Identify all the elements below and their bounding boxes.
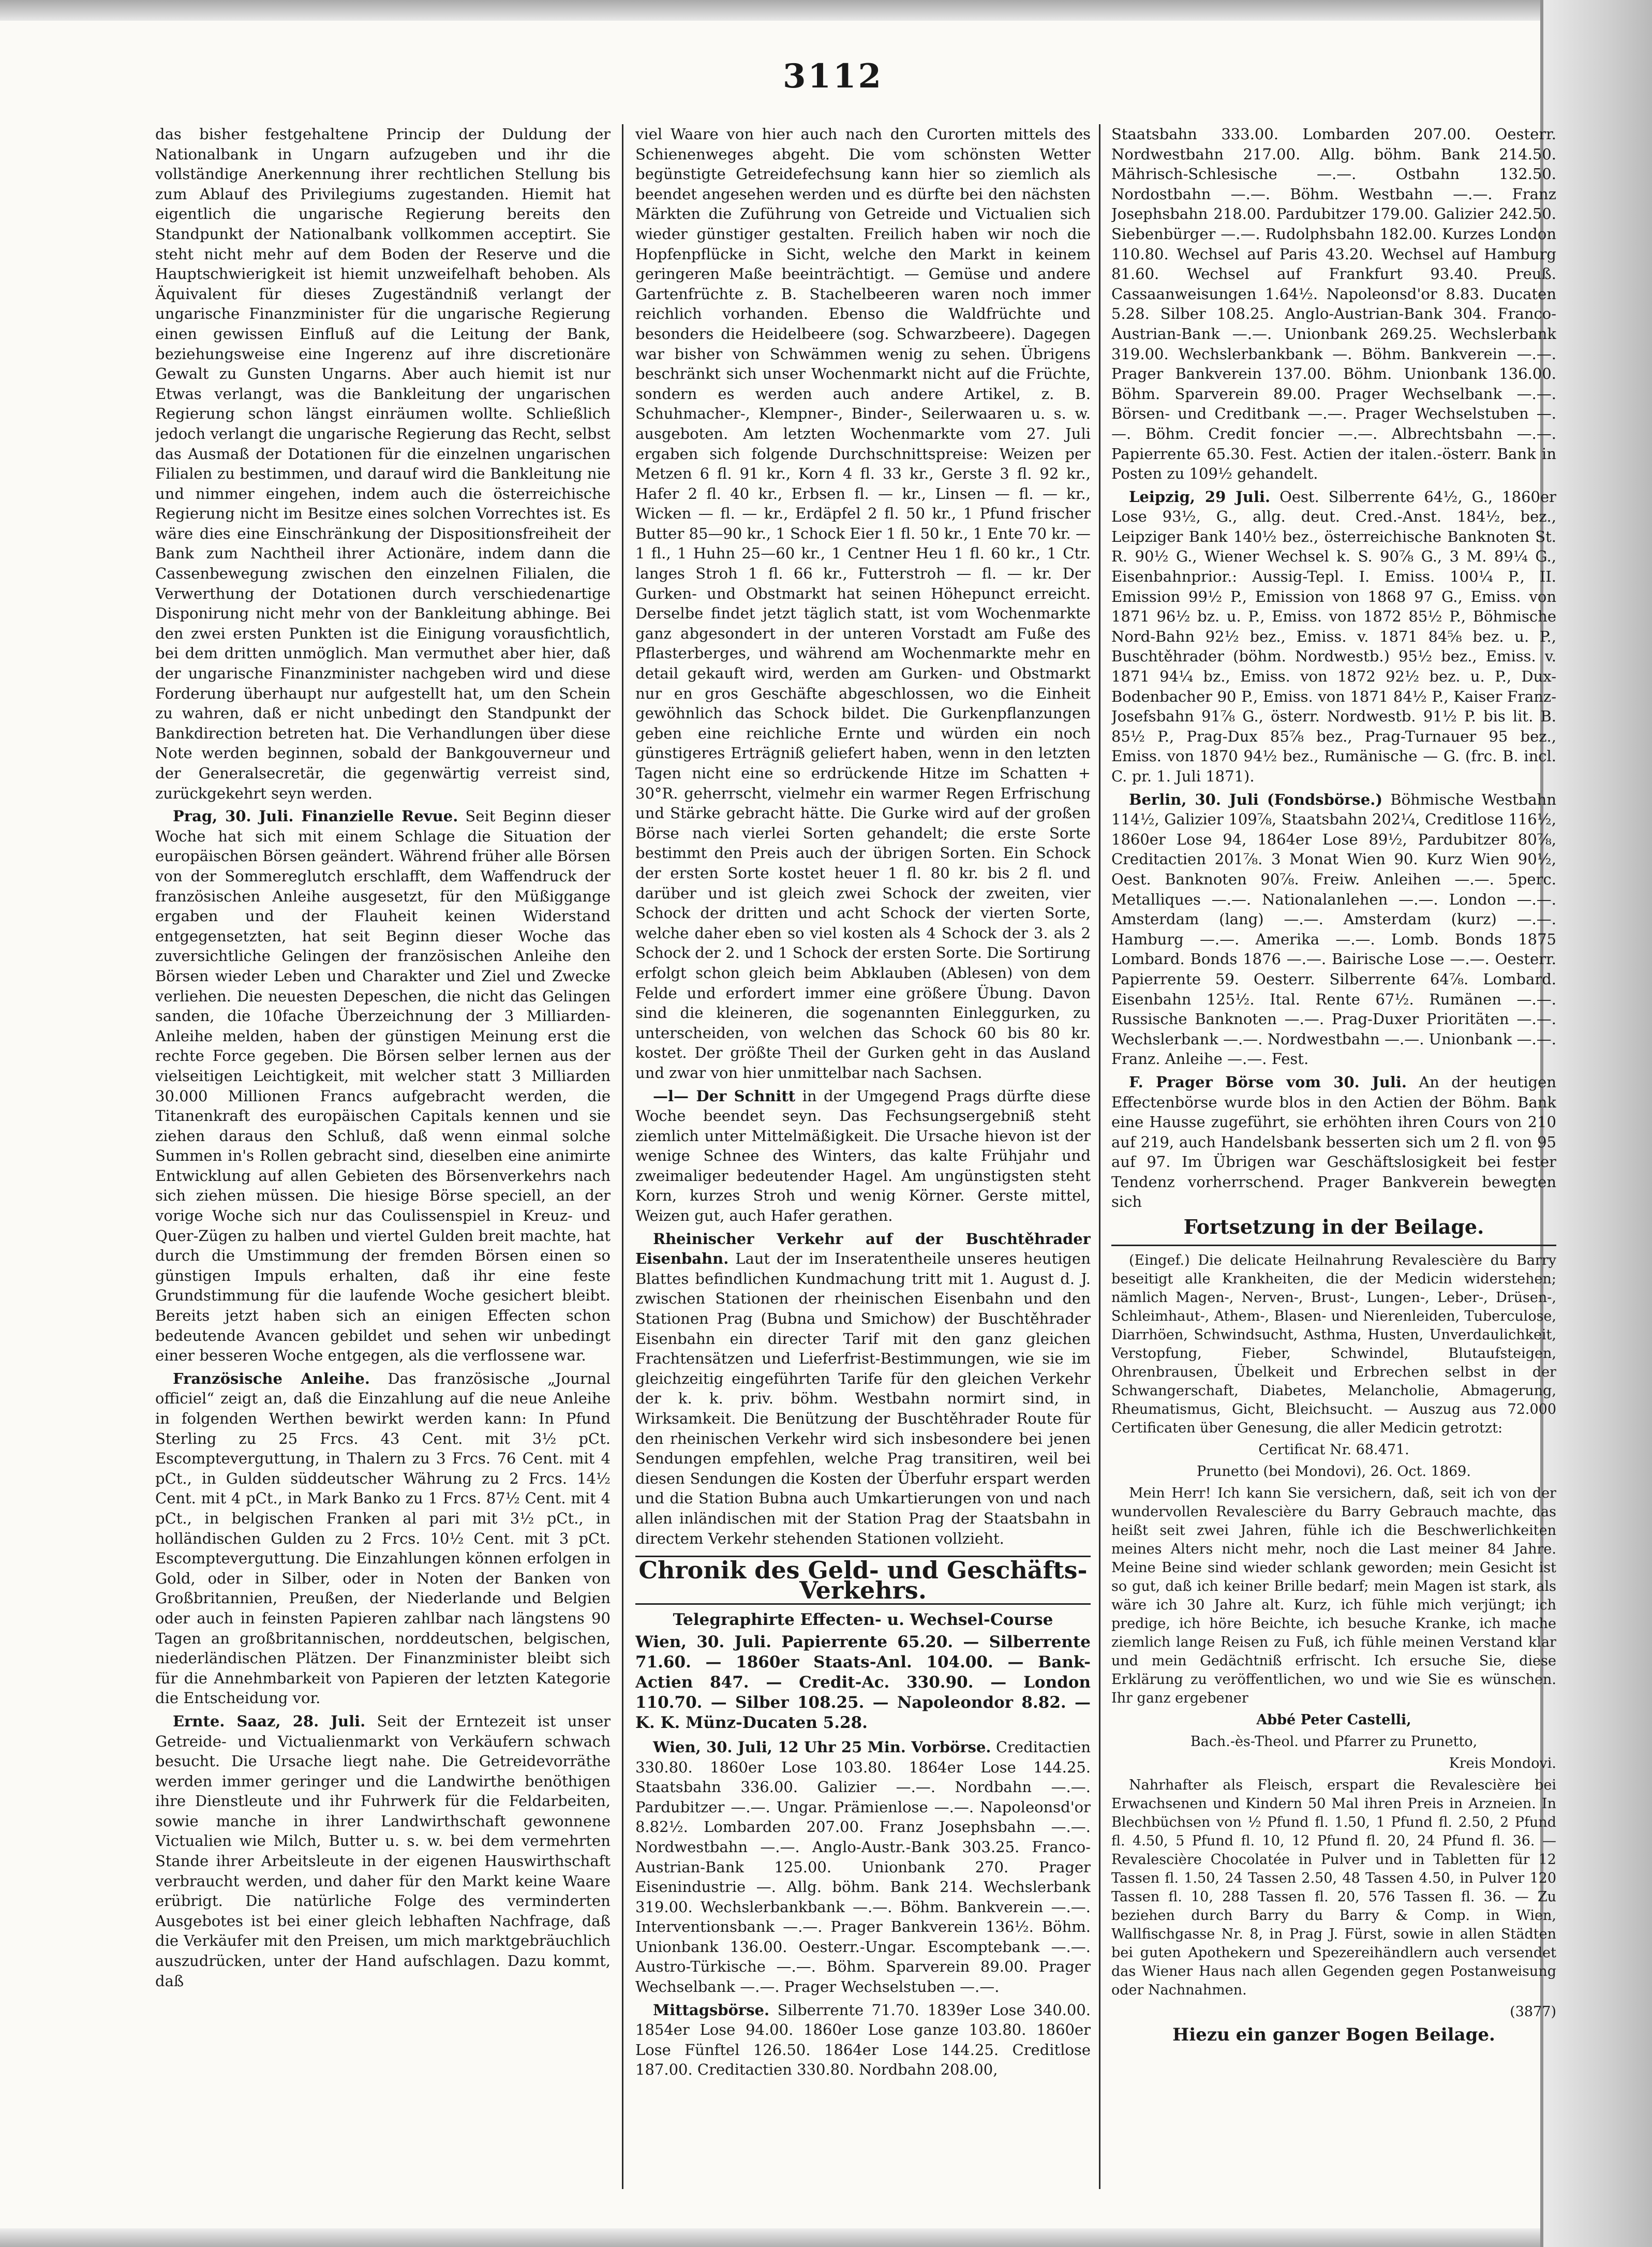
telegraph-body: Wien, 30. Juli. Papierrente 65.20. — Silberrente 71.60. — 1860er Staats-Anl. 104.00. — Bank-Actien 847. — Credit-Ac. 330.90. — London 110.70. — Silber 108.25. — Napoleondor 8.82. — K. K. Münz-Ducaten 5.28. bbox=[635, 1632, 1091, 1732]
advert-separator bbox=[1111, 1245, 1556, 1246]
wien-vorboerse-body: Creditactien 330.80. 1860er Lose 103.80. 1864er Lose 144.25. Staatsbahn 336.00. Galizier —.—. Nordbahn —.—. Pardubitzer —.—. Ungar. Prämienlose —.—. Napoleonsd'or 8.82½. Lombarden 207.00. Franz Josephsbahn —.—. Nordwestbahn —.—. Anglo-Austr.-Bank 303.25. Franco-Austrian-Bank 125.00. Unionbank 270. Prager Eisenindustrie —. Allg. böhm. Bank 214. Wechslerbank 319.00. Wechslerbankbank —.—. Böhm. Bankverein —.—. Interventionsbank —.—. Prager Bankverein 136½. Böhm. Unionbank 136.00. Oesterr.-Ungar. Escomptebank —.—. Austro-Türkische —.—. Böhm. Sparverein 89.00. Prager Wechselbank —.—. Prager Wechselstuben —.—. bbox=[635, 1738, 1091, 1996]
advert-certificate: Certificat Nr. 68.471. bbox=[1258, 1441, 1409, 1458]
mittagsboerse-heading: Mittagsbörse. bbox=[653, 2001, 770, 2019]
ernte-body: Seit der Erntezeit ist unser Getreide- und Victualienmarkt von Verkäufern schwach besucht. Die Ursache liegt nahe. Die Getreidevorräthe werden immer geringer und die Landwirthe benöthigen ihre Dienstleute und ihr Fuhrwerk für die Feldarbeiten, sowie manche in ihrer Landwirthschaft gewonnene Victualien wie Milch, Butter u. s. w. bei dem vermehrten Stande ihrer Arbeitsleute in der eigenen Hauswirthschaft verbraucht werden, und daher für den Markt keine Waare erübrigt. Die natürliche Folge des verminderten Ausgebotes ist bei einer gleich lebhaften Nachfrage, daß die Verkäufer mit den Preisen, um mich marktgebräuchlich auszudrücken, unter der Hand aufschlagen. Dazu kommt, daß bbox=[155, 1712, 611, 1990]
berlin-body: Böhmische Westbahn 114½, Galizier 109⅞, Staatsbahn 202¼, Creditlose 116½, 1860er Lose 94, 1864er Lose 89½, Pardubitzer 80⅞, Creditactien 201⅞. 3 Monat Wien 90. Kurz Wien 90½, Oest. Banknoten 90⅞. Freiw. Anleihen —.—. 5perc. Metalliques —.—. Nationalanlehen —.—. London —.—. Amsterdam (lang) —.—. Amsterdam (kurz) —.—. Hamburg —.—. Amerika —.—. Lomb. Bonds 1875 Lombard. Bonds 1876 —.—. Bairische Lose —.—. Oesterr. Papierrente 59. Oesterr. Silberrente 64⅞. Lombard. Eisenbahn 125½. Ital. Rente 67½. Rumänen —.—. Russische Banknoten —.—. Prag-Duxer Prioritäten —.—. Wechslerbank —.—. Nordwestbahn —.—. Unionbank —.—. Franz. Anleihe —.—. Fest. bbox=[1111, 790, 1556, 1068]
ernte-heading: Ernte. Saaz, 28. Juli. bbox=[173, 1712, 366, 1730]
column-rule-2 bbox=[1099, 124, 1100, 2189]
mittagsboerse-body: Silberrente 71.70. 1839er Lose 340.00. 1854er Lose 94.00. 1860er Lose ganze 103.80. 1860er Lose Fünftel 126.50. 1864er Lose 144.25. Creditlose 187.00. Creditactien 330.80. Nordbahn 208.00, bbox=[635, 2001, 1091, 2079]
prag-revue-body: Seit Beginn dieser Woche hat sich mit einem Schlage die Situation der europäischen Börsen geändert. Während früher alle Börsen von der Sommereglutch erschlafft, dem Waffendruck der französischen Anleihe ausgesetzt, für den Müßiggange ergaben und der Flauheit keinen Widerstand entgegensetzten, hat seit Beginn dieser Woche das zuversichtliche Gelingen der französischen Anleihe den Börsen wieder Leben und Charakter und Ziel und Zwecke verliehen. Die neuesten Depeschen, die nicht das Gelingen sanden, die 10fache Überzeichnung der 3 Milliarden-Anleihe melden, haben der günstigen Meinung erst die rechte Force gegeben. Die Börsen selber lernen aus der vielseitigen Leichtigkeit, mit welcher statt 3 Milliarden 30.000 Millionen Francs aufgebracht werden, die Titanenkraft des europäischen Capitals kennen und sie ziehen daraus den Schluß, daß wenn einmal solche Summen in's Rollen gebracht sind, dieselben eine animirte Entwicklung auf allen Gebieten des Börsenverkehrs nach sich ziehen müssen. Die hiesige Börse speciell, an der vorige Woche sich nur das Coulissenspiel in Kreuz- und Quer-Zügen zu halben und viertel Gulden breit machte, hat durch die Umstimmung der fremden Börsen einen so günstigen Impuls erhalten, daß ihr eine feste Grundstimmung für die laufende Woche gesichert bleibt. Bereits jetzt haben sich an einigen Effecten schon bedeutende Avancen gebildet und sehen wir unbedingt einer besseren Woche entgegen, als die verflossene war. bbox=[155, 807, 611, 1365]
advert-place-date: Prunetto (bei Mondovi), 26. Oct. 1869. bbox=[1197, 1463, 1471, 1480]
wien-vorboerse-paragraph bbox=[635, 1737, 1091, 1997]
advert-letter: Mein Herr! Ich kann Sie versichern, daß, seit ich von der wundervollen Revalescière du Barry Gebrauch machte, das heißt seit zwei Jahren, fühle ich die Beschwerlichkeiten meines Alters nicht mehr, noch die Last meiner 84 Jahre. Meine Beine sind wieder schlank geworden; mein Gesicht ist so gut, daß ich keiner Brille bedarf; mein Magen ist stark, als wäre ich 30 Jahre alt. Kurz, ich fühle mich verjüngt; ich predige, ich höre Beichte, ich besuche Kranke, ich mache ziemlich lange Reisen zu Fuß, ich fühle meinen Verstand klar und mein Gedächtniß erfrischt. Ich ersuche Sie, diese Erklärung zu veröffentlichen, wo und wie Sie es wünschen. Ihr ganz ergebener bbox=[1111, 1485, 1556, 1706]
advert-intro: (Eingef.) Die delicate Heilnahrung Revalescière du Barry beseitigt alle Krankheiten, die der Medicin widerstehen; nämlich Magen-, Nerven-, Brust-, Lungen-, Leber-, Drüsen-, Schleimhaut-, Athem-, Blasen- und Nierenleiden, Tuberculose, Diarrhöen, Schwindsucht, Asthma, Husten, Unverdaulichkeit, Verstopfung, Fieber, Schwindel, Blutaufsteigen, Ohrenbrausen, Übelkeit und Erbrechen selbst in der Schwangerschaft, Diabetes, Melancholie, Abmagerung, Rheumatismus, Gicht, Bleichsucht. — Auszug aus 72.000 Certificaten über Genesung, die aller Medicin getrotzt: bbox=[1111, 1252, 1556, 1436]
schnitt-body: in der Umgegend Prags dürfte diese Woche beendet seyn. Das Fechsungsergebniß steht ziemlich unter Mittelmäßigkeit. Die Ursache hievon ist der wenige Schnee des Winters, das kalte Frühjahr und zweimaliger bedeutender Hagel. Am ungünstigsten steht Korn, kurzes Stroh und wenig Körner. Gerste mittel, Weizen gut, auch Hafer gerathen. bbox=[635, 1087, 1091, 1225]
schnitt-paragraph bbox=[635, 1086, 1091, 1226]
prag-revue-heading: Prag, 30. Juli. Finanzielle Revue. bbox=[173, 807, 458, 825]
advert-signature-name: Abbé Peter Castelli, bbox=[1256, 1711, 1411, 1728]
prag-revue-paragraph bbox=[155, 806, 611, 1366]
column-3 bbox=[1111, 124, 1556, 2189]
prager-boerse-heading: F. Prager Börse vom 30. Juli. bbox=[1129, 1073, 1407, 1091]
bank-article-paragraph: das bisher festgehaltene Princip der Duldung der Nationalbank in Ungarn aufzugeben und ihr die vollständige Anerkennung ihrer rechtlichen Stellung bis zum Ablauf des Privilegiums zugestanden. Hiemit hat eigentlich die ungarische Regierung bereits den Standpunkt der Nationalbank vollkommen acceptirt. Sie steht nicht mehr auf dem Boden der Reserve und die Hauptschwierigkeit ist hiemit unzweifelhaft behoben. Als Äquivalent für dieses Zugeständniß verlangt der ungarische Finanzminister für die ungarische Regierung einen gewissen Einfluß auf die Leitung der Bank, beziehungsweise eine Ingerenz auf ihre discretionäre Gewalt zu Gunsten Ungarns. Aber auch hiemit ist nur Etwas verlangt, was die Bankleitung der ungarischen Regierung schon längst einräumen wollte. Schließlich jedoch verlangt die ungarische Regierung das Recht, selbst das Ausmaß der Dotationen für die einzelnen ungarischen Filialen zu bestimmen, und darauf wird die Bankleitung nie und nimmer eingehen, indem auch die österreichische Regierung nicht im Besitze eines solchen Vorrechtes ist. Es wäre dies eine Einschränkung der Dispositionsfreiheit der Bank zum Nachtheil ihrer Actionäre, indem dann die Cassenbewegung zwischen den einzelnen Filialen, die Verwerthung der Dotationen durch verschiedenartige Disponirung nicht mehr von der Bankleitung abhinge. Bei den zwei ersten Punkten ist die Einigung vorausfichtlich, bei dem dritten unmöglich. Man vermuthet aber hier, daß der ungarische Finanzminister nachgeben wird und diese Forderung überhaupt nur aufgestellt hat, um den Schein zu wahren, daß er nicht unbedingt den Standpunkt der Bankdirection betreten hat. Die Verhandlungen über diese Note werden beginnen, sobald der Bankgouverneur und der Generalsecretär, die gegenwärtig verreist sind, zurückgekehrt seyn werden. bbox=[155, 125, 611, 802]
leipzig-body: Oest. Silberrente 64½, G., 1860er Lose 93½, G., allg. deut. Cred.-Anst. 184½, bez., Leipziger Bank 140½ bez., österreichische Banknoten St. R. 90½ G., Wiener Wechsel k. S. 90⅞ G., 3 M. 89¼ G., Eisenbahnprior.: Aussig-Tepl. I. Emiss. 100¼ P., II. Emission 99½ P., Emission von 1868 97 G., Emiss. von 1871 96½ bz. u. P., Emiss. von 1872 85½ P., Böhmische Nord-Bahn 92½ bez., Emiss. v. 1871 84⅝ bez. u. P., Buschtěhrader (böhm. Nordwestb.) 95½ bez., Emiss. v. 1871 94¼ bz., Emiss. von 1872 92½ bez. u. P., Dux-Bodenbacher 90 P., Emiss. von 1871 84½ P., Kaiser Franz-Josefsbahn 91⅞ G., österr. Nordwestb. 91½ P. bis lit. B. 85½ P., Prag-Dux 85⅞ bez., Prag-Turnauer 95 bez., Emiss. von 1870 94½ bez., Rumänische — G. (frc. B. incl. C. pr. 1. Juli 1871). bbox=[1111, 487, 1556, 785]
anleihe-paragraph bbox=[155, 1369, 611, 1708]
page-number: 3112 bbox=[782, 57, 884, 96]
advert-prices: Nahrhafter als Fleisch, erspart die Revalescière bei Erwachsenen und Kindern 50 Mal ihren Preis in Arzneien. In Blechbüchsen von ½ Pfund fl. 1.50, 1 Pfund fl. 2.50, 2 Pfund fl. 4.50, 5 Pfund fl. 10, 12 Pfund fl. 20, 24 Pfund fl. 36. — Revalescière Chocolatée in Pulver und in Tabletten für 12 Tassen fl. 1.50, 24 Tassen 2.50, 48 Tassen 4.50, in Pulver 120 Tassen fl. 10, 288 Tassen fl. 20, 576 Tassen fl. 36. — Zu beziehen durch Barry du Barry & Comp. in Wien, Wallfischgasse Nr. 8, in Prag J. Fürst, sowie in allen Städten bei guten Apothekern und Spezereihändlern auch versendet das Wiener Haus nach allen Gegenden gegen Postanweisung oder Nachnahmen. bbox=[1111, 1777, 1556, 1998]
leipzig-paragraph bbox=[1111, 487, 1556, 787]
wien-vorboerse-heading: Wien, 30. Juli, 12 Uhr 25 Min. Vorbörse. bbox=[653, 1738, 991, 1756]
column-rule-1 bbox=[622, 124, 623, 2189]
scan-edge-bottom bbox=[0, 2228, 1543, 2247]
advert-code: (3877) bbox=[1510, 2003, 1556, 2020]
scan-edge-top bbox=[0, 0, 1543, 21]
anleihe-body: Das französische „Journal officiel“ zeigt an, daß die Einzahlung auf die neue Anleihe in folgenden Werthen bewirkt werden kann: In Pfund Sterling zu 25 Frcs. 43 Cent. mit 3½ pCt. Escompteverguttung, in Thalern zu 3 Frcs. 76 Cent. mit 4 pCt., in Gulden süddeutscher Währung zu 2 Frcs. 14½ Cent. mit 4 pCt., in Mark Banko zu 1 Frcs. 87½ Cent. mit 4 pCt., in belgischen Franken al pari mit 3½ pCt., in holländischen Gulden zu 2 Frcs. 10½ Cent. mit 3 pCt. Escompteverguttung. Die Einzahlungen können erfolgen in Gold, oder in Silber, oder in Noten der Banken von Großbritannien, Preußen, der Niederlande und Belgien oder auch in feinsten Papieren zahlbar nach längstens 90 Tagen an großbritannischen, norddeutschen, belgischen, niederländischen Plätzen. Der Finanzminister bleibt sich für die Annehmbarkeit von Papieren der letzten Kategorie die Entscheidung vor. bbox=[155, 1369, 611, 1707]
column-1 bbox=[155, 124, 611, 2189]
rhein-paragraph bbox=[635, 1229, 1091, 1549]
mittagsboerse-paragraph bbox=[635, 2000, 1091, 2080]
ernte-paragraph bbox=[155, 1711, 611, 1991]
rhein-body: Laut der im Inseratentheile unseres heutigen Blattes befindlichen Kundmachung tritt mit 1. August d. J. zwischen Stationen der rheinischen Eisenbahn und den Stationen Prag (Bubna und Smichow) der Buschtěhrader Eisenbahn ein directer Tarif mit den ganz gleichen Frachtensätzen und Lieferfrist-Bestimmungen, wie sie im gleichzeitig eingeführten Tarife für den gleichen Verkehr der k. k. priv. böhm. Westbahn normirt sind, in Wirksamkeit. Die Benützung der Buschtěhrader Route für den rheinischen Verkehr wird sich insbesondere bei jenen Sendungen empfehlen, welche Prag transitiren, weil bei diesen Sendungen die Kosten der Überfuhr erspart werden und die Station Bubna auch Umkartierungen von und nach allen inländischen mit der Station Prag der Staatsbahn in directem Verkehr stehenden Stationen vollzieht. bbox=[635, 1250, 1091, 1547]
prager-boerse-body: An der heutigen Effectenbörse wurde blos in den Actien der Böhm. Bank eine Hausse zugeführt, sie erhöhten ihren Cours von 210 auf 219, auch Handelsbank besserten sich um 2 fl. von 95 auf 97. Im Übrigen war Geschäftslosigkeit bei fester Tendenz vorherrschend. Prager Bankverein bewegten sich bbox=[1111, 1073, 1556, 1211]
advert-signature-title: Bach.-ès-Theol. und Pfarrer zu Prunetto, bbox=[1190, 1733, 1478, 1750]
fortsetzung-note: Fortsetzung in der Beilage. bbox=[1183, 1215, 1484, 1239]
leipzig-heading: Leipzig, 29 Juli. bbox=[1129, 487, 1271, 506]
beilage-note: Hiezu ein ganzer Bogen Beilage. bbox=[1172, 2024, 1495, 2045]
berlin-paragraph bbox=[1111, 790, 1556, 1069]
advert-signature-place: Kreis Mondovi. bbox=[1449, 1755, 1556, 1771]
prager-boerse-paragraph bbox=[1111, 1072, 1556, 1212]
schnitt-heading: —l— Der Schnitt bbox=[653, 1087, 796, 1105]
rhein-heading: Rheinischer Verkehr auf der Buschtěhrader Eisenbahn. bbox=[635, 1230, 1091, 1268]
berlin-heading: Berlin, 30. Juli (Fondsbörse.) bbox=[1129, 790, 1383, 808]
telegraph-heading: Telegraphirte Effecten- u. Wechsel-Course bbox=[673, 1610, 1053, 1630]
revalesciere-advert bbox=[1111, 1251, 1556, 2044]
column-2 bbox=[635, 124, 1091, 2189]
anleihe-heading: Französische Anleihe. bbox=[173, 1369, 370, 1387]
scan-edge-right bbox=[1540, 0, 1652, 2247]
markt-paragraph: viel Waare von hier auch nach den Curorten mittels des Schienenweges abgeht. Die vom schönsten Wetter begünstigte Getreidefechsung kann hier so ziemlich als beendet angesehen werden und es dürfte bei den nächsten Märkten die Zuführung von Getreide und Victualien sich wieder günstiger gestalten. Freilich haben wir noch die Hopfenpflücke in Sicht, welche den Markt in keinem geringeren Maße beeinträchtigt. — Gemüse und andere Gartenfrüchte z. B. Stachelbeeren waren noch immer reichlich vorhanden. Ebenso die Waldfrüchte und besonders die Heidelbeere (sog. Schwarzbeere). Dagegen war bisher von Schwämmen wenig zu sehen. Übrigens beschränkt sich unser Wochenmarkt nicht auf die Früchte, sondern es werden auch andere Artikel, z. B. Schuhmacher-, Klempner-, Binder-, Seilerwaaren u. s. w. ausgeboten. Am letzten Wochenmarkte vom 27. Juli ergaben sich folgende Durchschnittspreise: Weizen per Metzen 6 fl. 91 kr., Korn 4 fl. 33 kr., Gerste 3 fl. 92 kr., Hafer 2 fl. 40 kr., Erbsen fl. — kr., Linsen — fl. — kr., Wicken — fl. — kr., Erdäpfel 2 fl. 50 kr., 1 Pfund frischer Butter 85—90 kr., 1 Schock Eier 1 fl. 50 kr., 1 Ente 70 kr. — 1 fl., 1 Huhn 25—60 kr., 1 Centner Heu 1 fl. 60 kr., 1 Ctr. langes Stroh 1 fl. 66 kr., Futterstroh — fl. — kr. Der Gurken- und Obstmarkt hat seinen Höhepunct erreicht. Derselbe findet jetzt täglich statt, ist vom Wochenmarkte ganz abgesondert in der unteren Vorstadt am Fuße des Pflasterberges, und während am Wochenmarkte mehr en detail gekauft wird, werden am Gurken- und Obstmarkt nur en gros Geschäfte abgeschlossen, wo die Einheit gewöhnlich das Schock bildet. Die Gurkenpflanzungen geben eine reichliche Ernte und würden ein noch günstigeres Erträgniß geliefert haben, wenn in den letzten Tagen nicht eine so erdrückende Hitze im Schatten + 30°R. geherrscht, vielmehr ein warmer Regen Erfrischung und Stärke gebracht hätte. Die Gurke wird auf der großen Börse nach vierlei Sorten gehandelt; die erste Sorte bestimmt den Preis auch der übrigen Sorten. Ein Schock der ersten Sorte kostet heuer 1 fl. 80 kr. bis 2 fl. und darüber und ist gleich zwei Schock der zweiten, vier Schock der dritten und acht Schock der vierten Sorte, welche daher eben so viel kosten als 4 Schock der 3. als 2 Schock der 2. und 1 Schock der ersten Sorte. Die Sortirung erfolgt schon gleich beim Abklauben (Ablesen) von dem Felde und erfordert immer eine größere Übung. Davon sind die kleineren, die sogenannten Einleggurken, zu unterscheiden, von welchen das Schock 60 bis 80 kr. kostet. Der größte Theil der Gurken geht in das Ausland und zwar von hier unmittelbar nach Sachsen. bbox=[635, 125, 1091, 1082]
chronik-title: Chronik des Geld- und Geschäfts-Verkehrs. bbox=[635, 1556, 1091, 1605]
kurse-paragraph: Staatsbahn 333.00. Lombarden 207.00. Oesterr. Nordwestbahn 217.00. Allg. böhm. Bank 214.50. Mährisch-Schlesische —.—. Ostbahn 132.50. Nordostbahn —.—. Böhm. Westbahn —.—. Franz Josephsbahn 218.00. Pardubitzer 179.00. Galizier 242.50. Siebenbürger —.—. Rudolphsbahn 182.00. Kurzes London 110.80. Wechsel auf Paris 43.20. Wechsel auf Hamburg 81.60. Wechsel auf Frankfurt 93.40. Preuß. Cassaanweisungen 1.64½. Napoleonsd'or 8.83. Ducaten 5.28. Silber 108.25. Anglo-Austrian-Bank 304. Franco-Austrian-Bank —.—. Unionbank 269.25. Wechslerbank 319.00. Wechslerbankbank —. Böhm. Bankverein —.—. Prager Bankverein 137.00. Böhm. Unionbank 136.00. Böhm. Sparverein 89.00. Prager Wechselbank —.—. Börsen- und Creditbank —.—. Prager Wechselstuben —.—. Böhm. Credit foncier —.—. Albrechtsbahn —.—. Papierrente 65.30. Fest. Actien der italen.-österr. Bank in Posten zu 109½ gehandelt. bbox=[1111, 125, 1556, 483]
